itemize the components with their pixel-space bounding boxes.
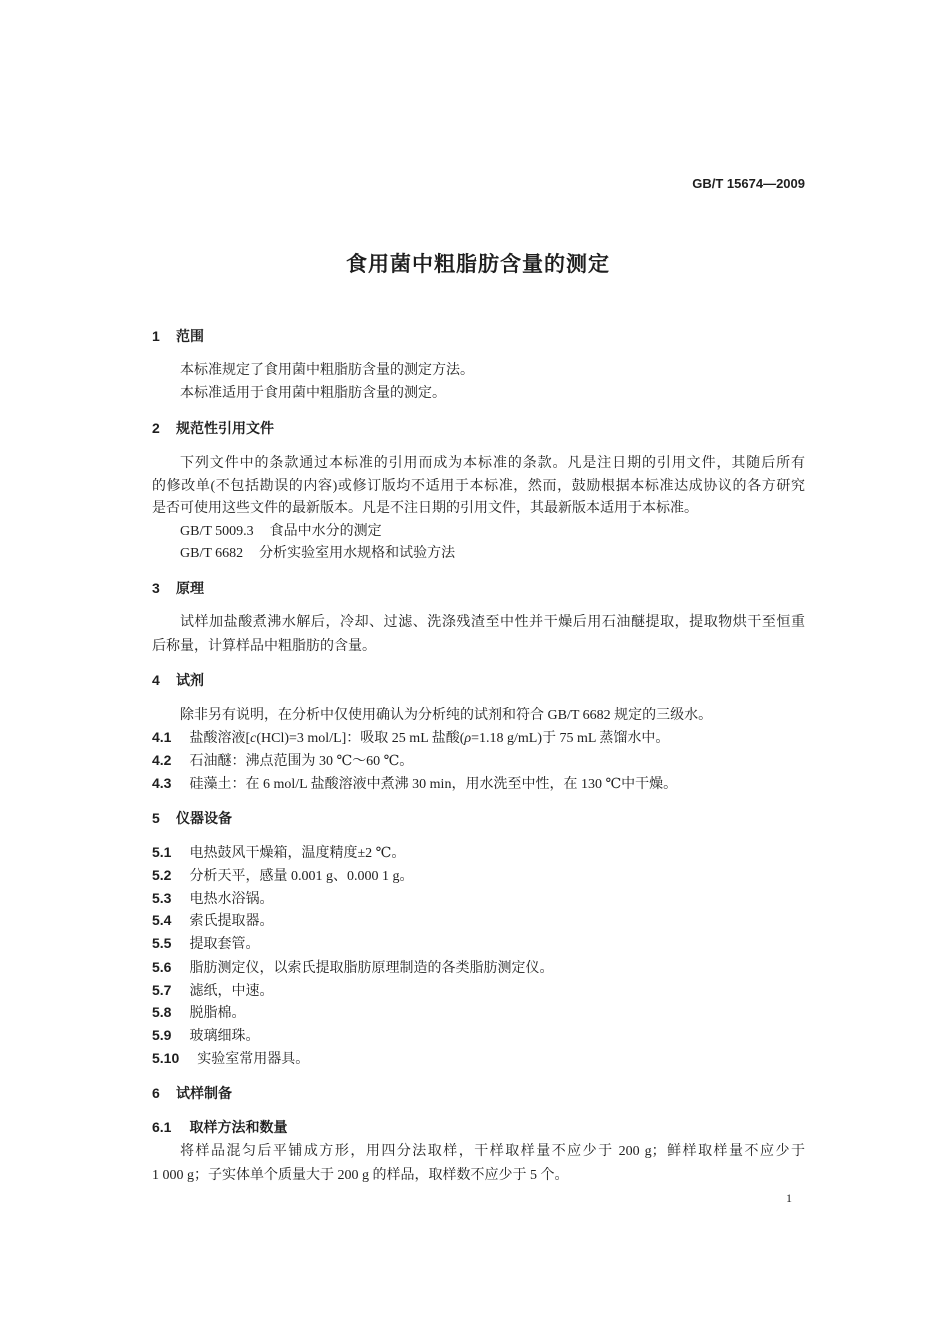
clause-text: 电热鼓风干燥箱，温度精度±2 ℃。 [189, 846, 406, 861]
clause-text: 分析天平，感量 0.001 g、0.000 1 g。 [189, 869, 414, 884]
clause-item [152, 772, 677, 795]
section-heading-label: 试剂 [176, 672, 204, 688]
section-heading-label: 仪器设备 [176, 810, 232, 826]
clause-text: 滤纸，中速。 [189, 984, 274, 999]
section-number: 5 [152, 810, 160, 826]
reference-item [180, 520, 382, 543]
clause-number: 5.9 [152, 1027, 172, 1043]
clause-text: 索氏提取器。 [189, 914, 274, 929]
standard-number: GB/T 15674—2009 [692, 176, 805, 191]
paragraph-line: 除非另有说明，在分析中仅使用确认为分析纯的试剂和符合 GB/T 6682 规定的三级水。 [180, 708, 713, 723]
concentration-symbol: c [250, 731, 257, 746]
paragraph-line: 将样品混匀后平铺成方形，用四分法取样，干样取样量不应少于 200 g；鲜样取样量不应少于 [180, 1144, 805, 1159]
section-3-heading [152, 577, 204, 600]
paragraph-line: 是否可使用这些文件的最新版本。凡是不注日期的引用文件，其最新版本适用于本标准。 [152, 501, 698, 516]
paragraph-line: 本标准适用于食用菌中粗脂肪含量的测定。 [180, 386, 446, 401]
clause-item [152, 932, 259, 955]
reference-code: GB/T 6682 [180, 546, 244, 561]
paragraph-line: 下列文件中的条款通过本标准的引用而成为本标准的条款。凡是注日期的引用文件，其随后所有 [180, 456, 805, 471]
section-5-heading [152, 807, 232, 830]
section-number: 2 [152, 420, 160, 436]
clause-text-segment: (HCl)=3 mol/L]：吸取 25 mL 盐酸( [256, 731, 465, 746]
section-heading-label: 原理 [176, 580, 204, 596]
section-heading-label: 试样制备 [176, 1085, 232, 1101]
clause-number: 4.1 [152, 729, 172, 745]
clause-number: 5.4 [152, 912, 172, 928]
clause-item [152, 956, 553, 979]
reference-title: 分析实验室用水规格和试验方法 [259, 546, 456, 561]
clause-item [152, 887, 273, 910]
section-number: 3 [152, 580, 160, 596]
paragraph-line: 试样加盐酸煮沸水解后，冷却、过滤、洗涤残渣至中性并干燥后用石油醚提取，提取物烘干至恒重 [180, 615, 805, 630]
clause-item [152, 749, 413, 772]
clause-number: 5.1 [152, 844, 172, 860]
clause-number: 5.6 [152, 959, 172, 975]
subsection-heading [152, 1116, 287, 1139]
clause-number: 5.2 [152, 867, 172, 883]
section-6-heading [152, 1082, 232, 1105]
page-number: 1 [786, 1191, 792, 1205]
paragraph-line: 本标准规定了食用菌中粗脂肪含量的测定方法。 [180, 363, 474, 378]
clause-item [152, 864, 413, 887]
clause-number: 5.8 [152, 1004, 172, 1020]
reference-code: GB/T 5009.3 [180, 524, 254, 539]
density-symbol: ρ [464, 731, 472, 746]
reference-title: 食品中水分的测定 [269, 524, 382, 539]
clause-item [152, 726, 669, 749]
clause-text: 脱脂棉。 [189, 1006, 246, 1021]
clause-item [152, 1024, 259, 1047]
section-2-heading [152, 417, 274, 440]
clause-number: 5.10 [152, 1050, 180, 1066]
clause-item [152, 979, 273, 1002]
section-heading-label: 规范性引用文件 [176, 420, 274, 436]
clause-text: 硅藻土：在 6 mol/L 盐酸溶液中煮沸 30 min，用水洗至中性，在 130 ℃中干燥。 [189, 777, 678, 792]
clause-number: 6.1 [152, 1119, 172, 1135]
subsection-heading-label: 取样方法和数量 [189, 1119, 288, 1135]
clause-text: 脂肪测定仪，以索氏提取脂肪原理制造的各类脂肪测定仪。 [189, 961, 554, 976]
clause-number: 4.3 [152, 775, 172, 791]
reference-item [180, 542, 455, 565]
section-number: 1 [152, 328, 160, 344]
clause-number: 5.3 [152, 890, 172, 906]
clause-text-segment: 盐酸溶液[ [189, 731, 251, 746]
paragraph-line: 1 000 g；子实体单个质量大于 200 g 的样品，取样数不应少于 5 个。 [152, 1168, 569, 1183]
section-4-heading [152, 669, 204, 692]
section-number: 6 [152, 1085, 160, 1101]
paragraph-line: 的修改单(不包括勘误的内容)或修订版均不适用于本标准，然而，鼓励根据本标准达成协议的各方研究 [152, 479, 805, 494]
section-1-heading [152, 325, 204, 348]
document-title: 食用菌中粗脂肪含量的测定 [346, 253, 610, 276]
clause-text: 提取套管。 [189, 937, 260, 952]
clause-item [152, 1001, 245, 1024]
clause-text: 石油醚：沸点范围为 30 ℃～60 ℃。 [189, 754, 414, 769]
clause-text-segment: =1.18 g/mL)于 75 mL 蒸馏水中。 [471, 731, 670, 746]
section-heading-label: 范围 [176, 328, 204, 344]
clause-number: 5.5 [152, 935, 172, 951]
clause-item [152, 1047, 309, 1070]
section-number: 4 [152, 672, 160, 688]
clause-item [152, 909, 273, 932]
clause-text: 实验室常用器具。 [197, 1052, 310, 1067]
clause-text: 玻璃细珠。 [189, 1029, 260, 1044]
paragraph-line: 后称量，计算样品中粗脂肪的含量。 [152, 639, 376, 654]
clause-number: 4.2 [152, 752, 172, 768]
clause-text [189, 731, 669, 746]
clause-number: 5.7 [152, 982, 172, 998]
clause-text: 电热水浴锅。 [189, 892, 274, 907]
clause-item [152, 841, 405, 864]
